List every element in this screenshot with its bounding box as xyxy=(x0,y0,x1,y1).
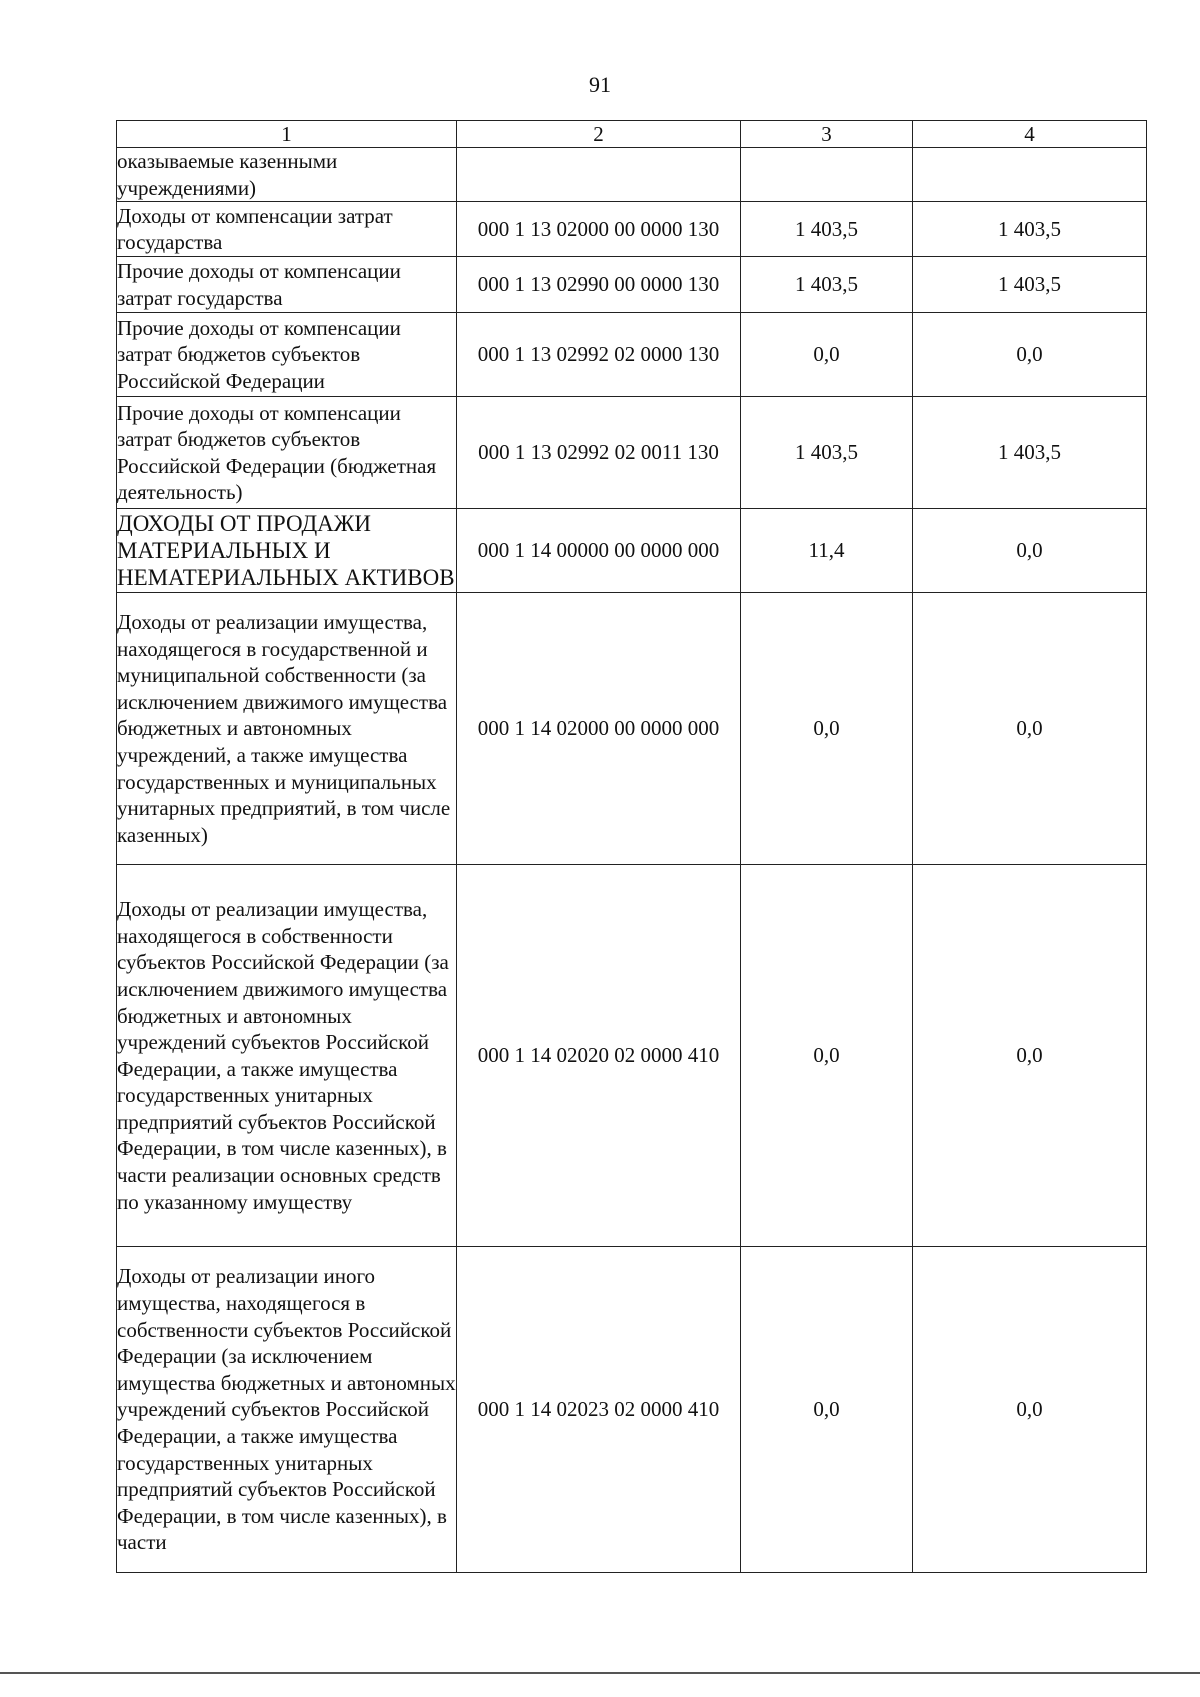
table-row xyxy=(117,257,1147,313)
row-code: 000 1 13 02000 00 0000 130 xyxy=(457,202,741,257)
table-row xyxy=(117,397,1147,509)
row-code: 000 1 14 02023 02 0000 410 xyxy=(457,1247,741,1573)
budget-revenue-table xyxy=(116,120,1147,1573)
row-name: Доходы от реализации имущества, находящегося в собственности субъектов Российской Федерации (за исключением движимого имущества бюджетных и автономных учреждений субъектов Российской Федерации, а также имущества государственных унитарных предприятий субъектов Российской Федерации, в том числе казенных), в части реализации основных средств по указанному имуществу xyxy=(117,865,457,1247)
row-name: оказываемые казенными учреждениями) xyxy=(117,148,457,202)
row-col4-value: 1 403,5 xyxy=(913,202,1147,257)
row-col4-value: 0,0 xyxy=(913,1247,1147,1573)
row-code xyxy=(457,148,741,202)
row-name: ДОХОДЫ ОТ ПРОДАЖИ МАТЕРИАЛЬНЫХ И НЕМАТЕРИАЛЬНЫХ АКТИВОВ xyxy=(117,509,457,593)
row-name: Прочие доходы от компенсации затрат государства xyxy=(117,257,457,313)
row-col4-value: 0,0 xyxy=(913,313,1147,397)
scan-bottom-edge-divider xyxy=(0,1672,1200,1674)
row-code: 000 1 13 02992 02 0000 130 xyxy=(457,313,741,397)
row-col4-value: 0,0 xyxy=(913,593,1147,865)
table-row xyxy=(117,509,1147,593)
row-col4-value: 1 403,5 xyxy=(913,397,1147,509)
row-code: 000 1 14 02020 02 0000 410 xyxy=(457,865,741,1247)
column-header-3: 3 xyxy=(741,121,913,148)
table-row xyxy=(117,148,1147,202)
table-row xyxy=(117,1247,1147,1573)
header-row xyxy=(117,121,1147,148)
row-col3-value: 0,0 xyxy=(741,313,913,397)
row-col4-value: 0,0 xyxy=(913,865,1147,1247)
page-number: 91 xyxy=(589,72,611,97)
row-name: Доходы от компенсации затрат государства xyxy=(117,202,457,257)
table-row xyxy=(117,593,1147,865)
row-col3-value: 1 403,5 xyxy=(741,257,913,313)
row-name: Доходы от реализации иного имущества, находящегося в собственности субъектов Российской Федерации (за исключением имущества бюджетных и автономных учреждений субъектов Российской Федерации, а также имущества государственных унитарных предприятий субъектов Российской Федерации, в том числе казенных), в части xyxy=(117,1247,457,1573)
row-col3-value xyxy=(741,148,913,202)
row-col3-value: 0,0 xyxy=(741,1247,913,1573)
column-header-2: 2 xyxy=(457,121,741,148)
row-col3-value: 1 403,5 xyxy=(741,397,913,509)
table-row xyxy=(117,865,1147,1247)
row-code: 000 1 14 02000 00 0000 000 xyxy=(457,593,741,865)
row-col3-value: 0,0 xyxy=(741,865,913,1247)
table-row xyxy=(117,202,1147,257)
row-code: 000 1 14 00000 00 0000 000 xyxy=(457,509,741,593)
row-col3-value: 0,0 xyxy=(741,593,913,865)
row-col3-value: 1 403,5 xyxy=(741,202,913,257)
row-col4-value: 0,0 xyxy=(913,509,1147,593)
row-col3-value: 11,4 xyxy=(741,509,913,593)
row-code: 000 1 13 02992 02 0011 130 xyxy=(457,397,741,509)
row-col4-value xyxy=(913,148,1147,202)
column-header-1: 1 xyxy=(117,121,457,148)
row-name: Прочие доходы от компенсации затрат бюджетов субъектов Российской Федерации xyxy=(117,313,457,397)
row-col4-value: 1 403,5 xyxy=(913,257,1147,313)
table-row xyxy=(117,313,1147,397)
row-name: Доходы от реализации имущества, находящегося в государственной и муниципальной собственности (за исключением движимого имущества бюджетных и автономных учреждений, а также имущества государственных и муниципальных унитарных предприятий, в том числе казенных) xyxy=(117,593,457,865)
row-name: Прочие доходы от компенсации затрат бюджетов субъектов Российской Федерации (бюджетная деятельность) xyxy=(117,397,457,509)
column-header-4: 4 xyxy=(913,121,1147,148)
row-code: 000 1 13 02990 00 0000 130 xyxy=(457,257,741,313)
